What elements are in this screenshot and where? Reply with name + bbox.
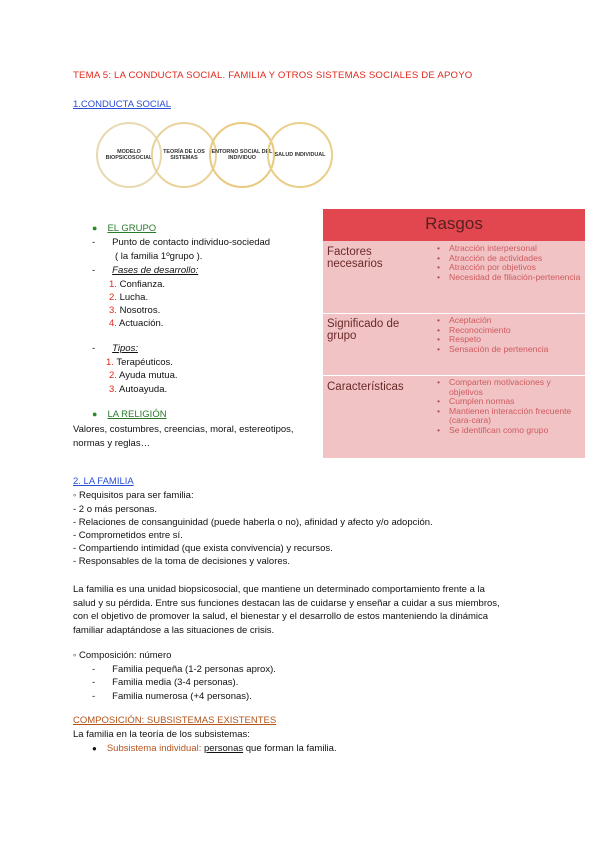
grupo-line2: ( la familia 1ºgrupo ). [115,251,203,262]
fase-item [109,278,165,291]
section-heading-conducta-social[interactable]: 1.CONDUCTA SOCIAL [73,99,172,110]
tipo-number: 2. [109,370,117,381]
rasgos-item: • Comparten motivaciones y objetivos [435,378,581,397]
fases-heading-row [92,264,198,277]
fase-item [109,304,160,317]
subsistemas-line1: La familia en la teoría de los subsistemas: [73,729,250,740]
fase-number: 4. [109,318,117,329]
rasgos-item: • Reconocimiento [435,326,581,336]
requisito-item: - Comprometidos entre sí. [73,530,183,541]
tipo-item [106,356,173,369]
fase-item [109,291,148,304]
requisitos-heading: ◦ Requisitos para ser familia: [73,490,194,501]
familia-paragraph-line: familiar adaptándose a las situaciones de crisis. [73,625,275,636]
dash-icon: - [92,343,96,354]
religion-line2: normas y reglas… [73,438,151,449]
composicion-text: Familia media (3-4 personas). [112,677,239,688]
fase-text: Confianza. [116,279,165,290]
rasgos-item: • Necesidad de filiación-pertenencia [435,273,581,283]
requisito-item: - Compartiendo intimidad (que exista convivencia) y recursos. [73,543,333,554]
bullet-icon: ● [92,223,98,233]
diagram-circle-label: SALUD INDIVIDUAL [274,151,326,158]
fases-heading: Fases de desarrollo: [112,265,199,276]
fase-text: Lucha. [116,292,149,303]
familia-paragraph-line: La familia es una unidad biopsicosocial, que mantiene un determinado comportamiento frente a la [73,584,485,595]
composicion-text: Familia numerosa (+4 personas). [112,691,252,702]
rasgos-row-label: Características [327,381,404,393]
bullet-icon: ● [92,744,97,753]
tipo-item [109,369,178,382]
diagram-circle-label: MODELO BIOPSICOSOCIAL [105,148,153,161]
religion-line1: Valores, costumbres, creencias, moral, estereotipos, [73,424,294,435]
rasgos-row-items [435,244,581,282]
tipo-number: 1. [106,357,114,368]
dash-icon: - [92,265,96,276]
fase-number: 1. [109,279,117,290]
table-divider [323,375,585,376]
composicion-text: Familia pequeña (1-2 personas aprox). [112,664,276,675]
dash-icon: - [92,237,96,248]
fase-number: 3. [109,305,117,316]
tipo-number: 3. [109,384,117,395]
tipo-item [109,383,167,396]
rasgos-item: • Aceptación [435,316,581,326]
fase-item [109,317,163,330]
diagram-circle-entorno [209,122,275,188]
rasgos-row-label: Factores necesarios [327,246,383,270]
subsistema-link[interactable]: personas [204,743,244,754]
composicion-item [92,676,238,689]
subsistema-label: Subsistema individual: [106,743,202,754]
rasgos-row [323,315,585,377]
religion-heading-row [92,408,167,421]
rasgos-item: • Atracción de actividades [435,254,581,264]
grupo-line1-row [92,236,270,249]
composicion-heading: ◦ Composición: número [73,650,172,661]
familia-paragraph-line: salud y su pérdida. Entre sus funciones destacan las de cuidarse y enseñar a cuidar a sus miembros, [73,598,500,609]
rasgos-item: • Respeto [435,335,581,345]
rasgos-item: • Mantienen interacción frecuente (cara-cara) [435,407,581,426]
rasgos-item: • Atracción interpersonal [435,244,581,254]
requisito-item: - Responsables de la toma de decisiones y valores. [73,556,291,567]
composicion-item [92,663,276,676]
diagram-circle-label: ENTORNO SOCIAL DEL INDIVIDUO [211,148,273,161]
dash-icon: - [92,691,96,702]
rasgos-item: • Cumplen normas [435,397,581,407]
rasgos-item: • Atracción por objetivos [435,263,581,273]
tipo-text: Autoayuda. [116,384,168,395]
rasgos-table [323,209,585,458]
rasgos-row-label: Significado de grupo [327,318,400,342]
rasgos-row [323,243,585,311]
page-title: TEMA 5: LA CONDUCTA SOCIAL. FAMILIA Y OTROS SISTEMAS SOCIALES DE APOYO [73,70,473,81]
tipos-heading-row [92,342,138,355]
composicion-item [92,690,252,703]
requisito-item: - 2 o más personas. [73,504,157,515]
rasgos-item: • Sensación de pertenencia [435,345,581,355]
familia-paragraph-line: con el objetivo de promover la salud, el bienestar y el desarrollo de estos manteniendo la dinámica [73,611,489,622]
dash-icon: - [92,677,96,688]
diagram-circle-label: TEORÍA DE LOS SISTEMAS [163,148,205,161]
fase-text: Nosotros. [116,305,161,316]
subsistemas-heading[interactable]: COMPOSICIÓN: SUBSISTEMAS EXISTENTES [73,715,277,726]
table-divider [323,313,585,314]
bullet-icon: ● [92,409,98,419]
fase-number: 2. [109,292,117,303]
grupo-line1: Punto de contacto individuo-sociedad [112,237,271,248]
subsistema-rest: que forman la familia. [243,743,337,754]
rasgos-item: • Se identifican como grupo [435,426,581,436]
subsistema-item [92,742,337,755]
diagram-circle-salud [267,122,333,188]
tipo-text: Ayuda mutua. [116,370,178,381]
grupo-heading[interactable]: EL GRUPO [107,223,157,234]
diagram-circle-teoria [151,122,217,188]
rasgos-row [323,377,585,457]
rasgos-header: Rasgos [323,209,585,241]
fase-text: Actuación. [116,318,164,329]
rasgos-row-items [435,378,581,435]
requisito-item: - Relaciones de consanguinidad (puede haberla o no), afinidad y afecto y/o adopción. [73,517,433,528]
rasgos-row-items [435,316,581,354]
tipos-heading: Tipos: [112,343,138,354]
religion-heading[interactable]: LA RELIGIÓN [107,409,167,420]
grupo-heading-row [92,222,156,235]
dash-icon: - [92,664,96,675]
section-heading-familia[interactable]: 2. LA FAMILIA [73,476,134,487]
tipo-text: Terapéuticos. [113,357,173,368]
